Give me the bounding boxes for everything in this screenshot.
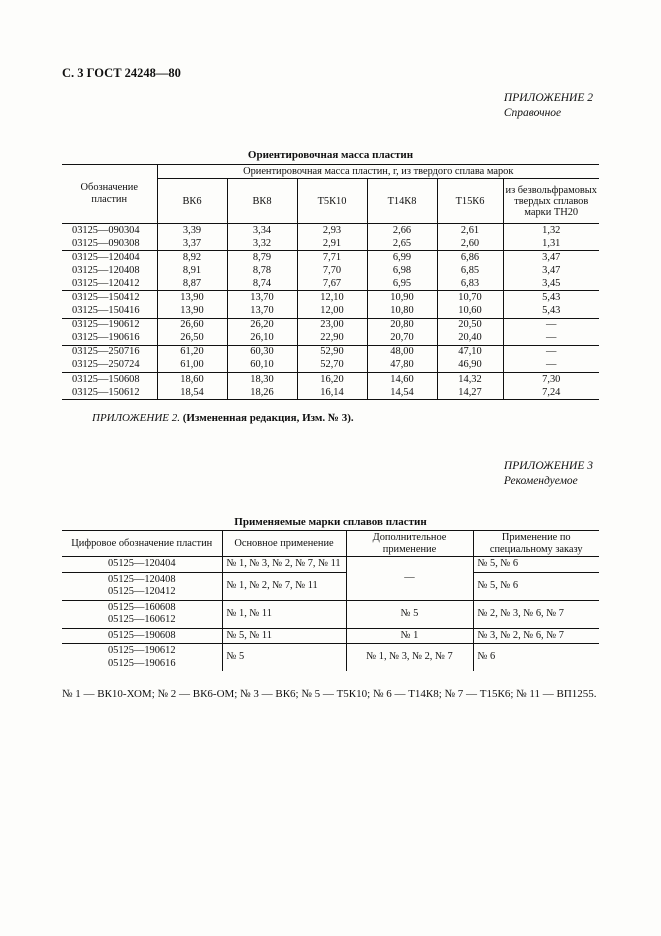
appendix-3-heading [504, 459, 593, 489]
table-cell-special: № 6 [473, 644, 599, 672]
mass-value: 7,67 [297, 277, 367, 291]
table-cell-main: № 1, № 11 [222, 600, 346, 628]
plate-designation: 03125—150608 [72, 373, 140, 385]
amendment-note-text: (Измененная редакция, Изм. № 3). [182, 412, 354, 424]
mass-value: 8,87 [157, 277, 227, 291]
table-row [62, 359, 599, 373]
mass-value: 61,20 [157, 345, 227, 359]
table-row [62, 277, 599, 291]
mass-value: 26,10 [227, 332, 297, 346]
mass-col-header: Т14К8 [367, 179, 437, 224]
plate-code: 05125—160608 [107, 601, 176, 613]
plate-designation: 03125—090304 [62, 224, 157, 238]
mass-value: 8,74 [227, 277, 297, 291]
table-cell-main: № 1, № 3, № 2, № 7, № 11 [222, 557, 346, 573]
mass-value: 8,91 [157, 264, 227, 277]
mass-value: 7,71 [297, 251, 367, 265]
mass-value: 20,80 [367, 318, 437, 332]
mass-value: 61,00 [157, 359, 227, 373]
table-row [62, 251, 599, 265]
mass-value: — [503, 318, 599, 332]
mass-value: 52,90 [297, 345, 367, 359]
mass-value: 18,60 [157, 373, 227, 387]
mass-value: 20,50 [437, 318, 503, 332]
mass-value: 10,70 [437, 291, 503, 305]
appendix-2-subtitle: Справочное [503, 107, 562, 119]
plate-code: 05125—190612 [107, 645, 176, 656]
mass-value: — [503, 332, 599, 346]
mass-value: 16,14 [297, 386, 367, 400]
mass-value: 47,80 [367, 359, 437, 373]
mass-value: 20,70 [367, 332, 437, 346]
mass-value: 7,70 [297, 264, 367, 277]
mass-value: 2,60 [437, 237, 503, 251]
alloy-legend: № 1 — ВК10-ХОМ; № 2 — ВК6-ОМ; № 3 — ВК6; № 5 — Т5К10; № 6 — Т14К8; № 7 — Т15К6; № 11 — ВП1255. [62, 688, 597, 700]
mass-value: — [503, 359, 599, 373]
table-cell-codes [62, 600, 222, 628]
mass-value: 10,60 [437, 305, 503, 319]
alloy-grades-table [62, 530, 599, 671]
mass-value: 20,40 [437, 332, 503, 346]
table-cell-codes [62, 628, 222, 644]
appendix-3-title: ПРИЛОЖЕНИЕ 3 [503, 460, 593, 472]
mass-value: 6,85 [437, 264, 503, 277]
mass-value: 60,30 [227, 345, 297, 359]
mass-value: 3,47 [503, 251, 599, 265]
mass-value: 6,86 [437, 251, 503, 265]
mass-value: 23,00 [297, 318, 367, 332]
plate-code: 05125—120404 [107, 558, 176, 569]
mass-value: 26,50 [157, 332, 227, 346]
table-cell-special: № 5, № 6 [473, 572, 599, 600]
plate-designation: 03125—190612 [72, 319, 140, 331]
mass-col-header: ВК6 [157, 179, 227, 224]
amendment-note-ref: ПРИЛОЖЕНИЕ 2. [92, 412, 180, 424]
col-header-main: Основное применение [222, 531, 346, 557]
mass-value: 7,30 [503, 373, 599, 387]
table-cell-codes [62, 644, 222, 672]
mass-table [62, 164, 599, 400]
mass-value: 2,91 [297, 237, 367, 251]
mass-value: 3,47 [503, 264, 599, 277]
table-cell-special: № 3, № 2, № 6, № 7 [473, 628, 599, 644]
table-row [62, 264, 599, 277]
mass-value: 18,30 [227, 373, 297, 387]
mass-value: 12,00 [297, 305, 367, 319]
plate-designation: 03125—250716 [72, 346, 140, 358]
mass-value: 2,61 [437, 224, 503, 238]
table2-title: Применяемые марки сплавов пластин [234, 516, 427, 528]
mass-value: 3,34 [227, 224, 297, 238]
table-cell-main: № 5, № 11 [222, 628, 346, 644]
col-header-extra: Дополнительное применение [346, 531, 473, 557]
mass-value: 60,10 [227, 359, 297, 373]
mass-value: 14,32 [437, 373, 503, 387]
plate-code: 05125—120412 [107, 586, 176, 597]
mass-col-header: Т15К6 [437, 179, 503, 224]
table-cell-extra: № 1, № 3, № 2, № 7 [346, 644, 473, 672]
mass-value: 1,32 [503, 224, 599, 238]
table-cell-extra: № 5 [346, 600, 473, 628]
plate-designation: 03125—120408 [72, 264, 140, 276]
table-row [62, 345, 599, 359]
table-cell-codes [62, 557, 222, 573]
col-header-special: Применение по специальному заказу [473, 531, 599, 557]
table-cell-special: № 5, № 6 [473, 557, 599, 573]
mass-value: 14,27 [437, 386, 503, 400]
mass-value: 47,10 [437, 345, 503, 359]
mass-value: 52,70 [297, 359, 367, 373]
plate-designation: 03125—120404 [72, 251, 140, 263]
mass-value: 3,32 [227, 237, 297, 251]
mass-value: 26,20 [227, 318, 297, 332]
plate-designation: 03125—190616 [62, 332, 157, 346]
mass-value: 14,54 [367, 386, 437, 400]
mass-value: 8,78 [227, 264, 297, 277]
plate-designation: 03125—120412 [62, 277, 157, 291]
plate-designation: 03125—150416 [62, 305, 157, 319]
mass-value: 18,26 [227, 386, 297, 400]
mass-group-header: Ориентировочная масса пластин, г, из твердого сплава марок [157, 165, 599, 179]
table-row [62, 237, 599, 251]
plate-code: 05125—160612 [107, 614, 176, 625]
mass-value: 18,54 [157, 386, 227, 400]
plate-designation: 03125—250724 [62, 359, 157, 373]
table-row [62, 386, 599, 400]
table-row [62, 224, 599, 238]
plate-code: 05125—190608 [107, 629, 176, 641]
mass-value: 3,39 [157, 224, 227, 238]
plate-code: 05125—120408 [107, 573, 176, 585]
mass-value: 13,70 [227, 291, 297, 305]
mass-value: 3,37 [157, 237, 227, 251]
mass-value: 6,95 [367, 277, 437, 291]
mass-value: 1,31 [503, 237, 599, 251]
table1-title: Ориентировочная масса пластин [247, 149, 414, 161]
mass-value: 7,24 [503, 386, 599, 400]
mass-value: 13,70 [227, 305, 297, 319]
mass-value: 3,45 [503, 277, 599, 291]
table-cell-main: № 5 [222, 644, 346, 672]
table-row [62, 305, 599, 319]
mass-value: 5,43 [503, 305, 599, 319]
mass-col-header: из безвольфрамовых твердых сплавов марки ТН20 [503, 179, 599, 224]
appendix-3-subtitle: Рекомендуемое [503, 475, 578, 487]
mass-value: 16,20 [297, 373, 367, 387]
plate-designation: 03125—150412 [72, 292, 140, 304]
amendment-note [92, 412, 354, 424]
designation-header: Обозначение пластин [62, 165, 157, 224]
mass-value: 6,99 [367, 251, 437, 265]
mass-value: 2,65 [367, 237, 437, 251]
mass-value: 46,90 [437, 359, 503, 373]
plate-designation: 03125—150612 [62, 386, 157, 400]
mass-value: 48,00 [367, 345, 437, 359]
appendix-2-heading [504, 91, 593, 121]
mass-value: 8,79 [227, 251, 297, 265]
table-row [62, 332, 599, 346]
mass-value: 13,90 [157, 305, 227, 319]
table-cell-main: № 1, № 2, № 7, № 11 [222, 572, 346, 600]
plate-designation: 03125—090308 [62, 237, 157, 251]
mass-value: 14,60 [367, 373, 437, 387]
page-header: С. 3 ГОСТ 24248—80 [62, 66, 181, 80]
mass-value: 22,90 [297, 332, 367, 346]
mass-value: 6,98 [367, 264, 437, 277]
table-cell-special: № 2, № 3, № 6, № 7 [473, 600, 599, 628]
mass-value: 26,60 [157, 318, 227, 332]
table-cell-codes [62, 572, 222, 600]
mass-value: — [503, 345, 599, 359]
mass-value: 12,10 [297, 291, 367, 305]
mass-col-header: Т5К10 [297, 179, 367, 224]
mass-value: 10,90 [367, 291, 437, 305]
table-row [62, 373, 599, 387]
table-row [62, 318, 599, 332]
col-header-designation: Цифровое обозначение пластин [62, 531, 222, 557]
mass-value: 6,83 [437, 277, 503, 291]
mass-col-header: ВК8 [227, 179, 297, 224]
mass-value: 2,93 [297, 224, 367, 238]
table-cell-extra: № 1 [346, 628, 473, 644]
mass-value: 5,43 [503, 291, 599, 305]
plate-code: 05125—190616 [107, 657, 176, 669]
table-row [62, 291, 599, 305]
mass-value: 8,92 [157, 251, 227, 265]
mass-value: 10,80 [367, 305, 437, 319]
mass-value: 2,66 [367, 224, 437, 238]
mass-value: 13,90 [157, 291, 227, 305]
table-cell-extra: — [346, 557, 473, 601]
appendix-2-title: ПРИЛОЖЕНИЕ 2 [503, 92, 593, 104]
